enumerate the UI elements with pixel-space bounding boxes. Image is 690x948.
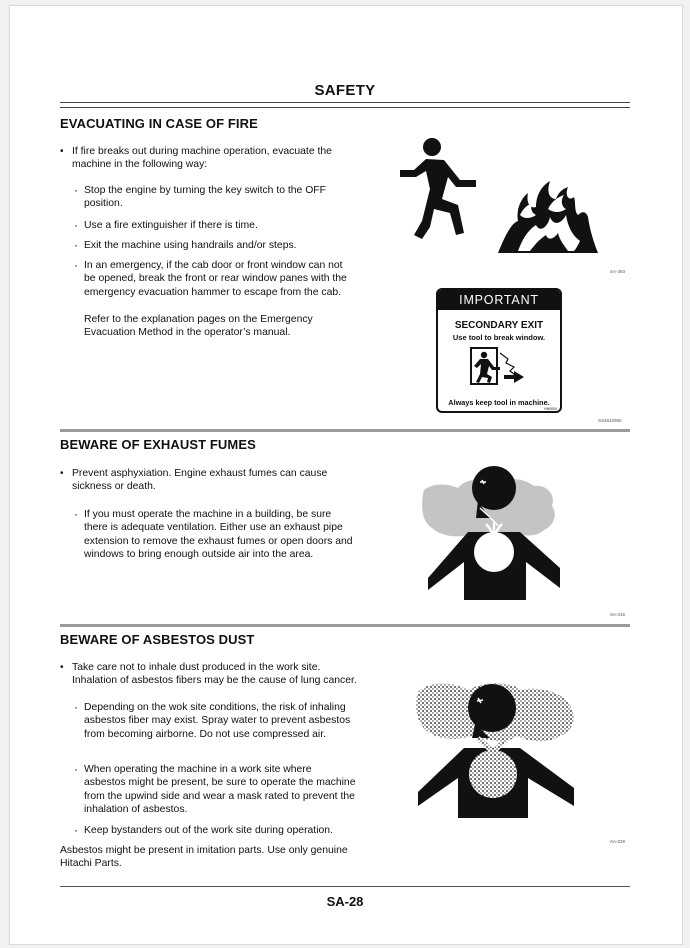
asbestos-step-3: · Keep bystanders out of the work site during operation. xyxy=(84,824,364,837)
asbestos-step-2: · When operating the machine in a work site where asbestos might be present, be sure to operate the machine from the upwind side and wear a mask rated to prevent the inhalation of asbestos. xyxy=(84,763,356,817)
fire-step-2: · Use a fire extinguisher if there is time. xyxy=(84,219,359,232)
asbestos-figure-code: SA-029 xyxy=(610,839,626,844)
asbestos-intro: • Take care not to inhale dust produced in the work site. Inhalation of asbestos fibers may be the cause of lung cancer. xyxy=(72,661,357,688)
exhaust-step-1: · If you must operate the machine in a building, be sure there is adequate ventilation. Either use an exhaust pipe extension to remove the exhaust fumes or open doors and windows to bring enough outside air into the area. xyxy=(84,508,356,562)
fire-figure-code: SA-393 xyxy=(610,269,626,274)
label-small-code: YW0000 xyxy=(543,407,557,411)
label-footer: Always keep tool in machine. xyxy=(448,398,550,407)
title-rule xyxy=(60,102,630,108)
fire-step-3: · Exit the machine using handrails and/or steps. xyxy=(84,239,359,252)
fire-intro: • If fire breaks out during machine operation, evacuate the machine in the following way: xyxy=(72,145,362,172)
section-heading-asbestos: BEWARE OF ASBESTOS DUST xyxy=(60,632,255,647)
label-title: SECONDARY EXIT xyxy=(454,320,544,331)
page-title: SAFETY xyxy=(314,82,376,99)
fire-step-5: Refer to the explanation pages on the Emergency Evacuation Method in the operator’s manual. xyxy=(84,314,313,339)
section-heading-fire: EVACUATING IN CASE OF FIRE xyxy=(60,116,258,131)
footer-rule xyxy=(60,886,630,887)
asbestos-step-1: · Depending on the wok site conditions, the risk of inhaling asbestos fiber may exist. Spray water to prevent asbestos from becoming airborne. Do not use compressed air. xyxy=(84,701,356,741)
window-break-icon xyxy=(470,347,528,385)
asbestos-closing: Asbestos might be present in imitation parts. Use only genuine Hitachi Parts. xyxy=(60,845,348,870)
label-header: IMPORTANT xyxy=(438,290,560,310)
secondary-exit-label xyxy=(436,288,562,413)
section-heading-exhaust: BEWARE OF EXHAUST FUMES xyxy=(60,437,256,452)
exhaust-fumes-icon xyxy=(420,460,560,605)
exhaust-figure-code: SA-016 xyxy=(610,612,626,617)
fire-step-4: · In an emergency, if the cab door or front window can not be opened, break the front or rear window panes with the emergency evacuation hammer to escape from the cab. xyxy=(84,259,354,299)
label-line1: Use tool to break window. xyxy=(452,333,546,342)
label-figure-code: SS4642980 xyxy=(598,418,622,423)
running-person-fire-icon xyxy=(390,135,605,255)
exhaust-intro: • Prevent asphyxiation. Engine exhaust fumes can cause sickness or death. xyxy=(72,467,357,494)
page-number: SA-28 xyxy=(326,894,364,909)
fire-step-1: · Stop the engine by turning the key switch to the OFF position. xyxy=(84,184,359,211)
section-divider-1 xyxy=(60,429,630,432)
section-divider-2 xyxy=(60,624,630,627)
asbestos-dust-icon xyxy=(414,678,579,823)
